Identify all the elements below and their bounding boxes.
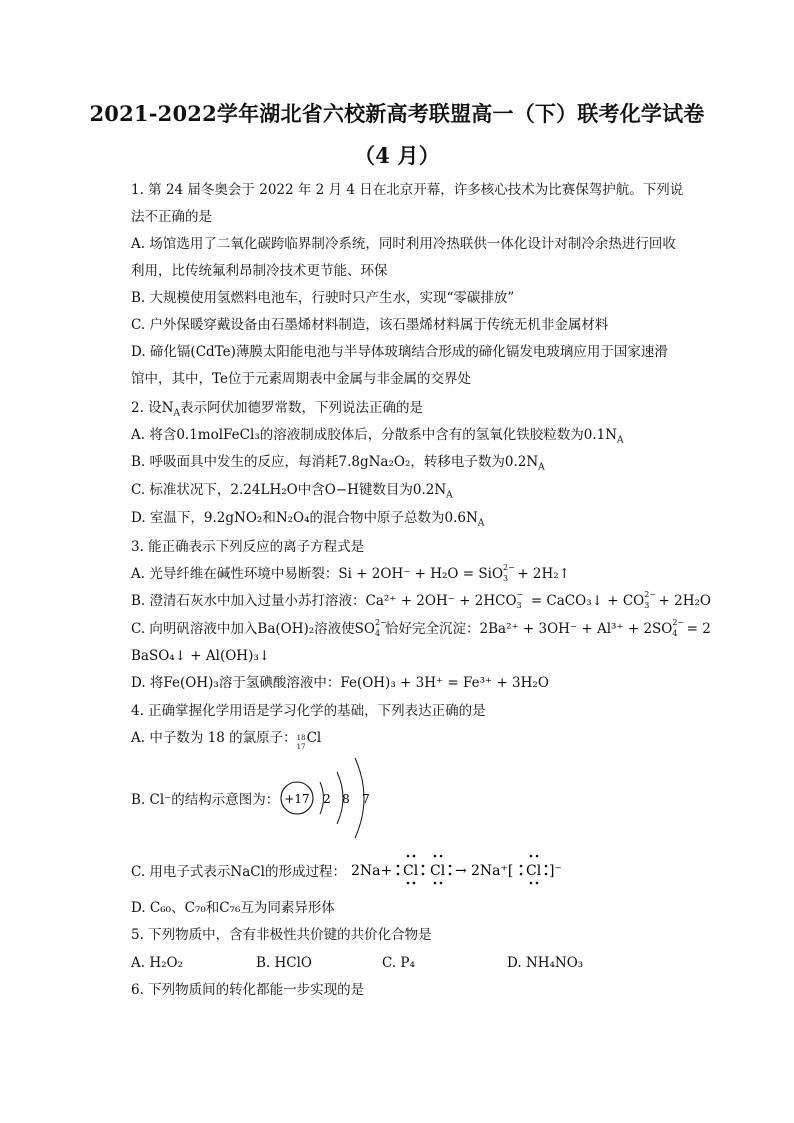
q2-option-a-text: A. 将含0.1molFeCl₃的溶液制成胶体后，分散系中含有的氢氧化铁胶粒数为0.1N	[131, 427, 618, 443]
svg-text:Cl: Cl	[526, 863, 542, 879]
q3-option-c-sub: 4	[375, 628, 381, 638]
q2-option-c-text: C. 标准状况下，2.24LH₂O中含O−H键数目为0.2N	[131, 482, 447, 498]
svg-text:Cl: Cl	[430, 863, 446, 879]
q2-stem-part1: 2. 设N	[131, 400, 174, 416]
q5-option-a: A. H₂O₂	[131, 955, 183, 971]
q4-option-b	[131, 752, 391, 844]
lewis-reactant-na: 2Na+	[351, 863, 393, 879]
q4-option-c-text: C. 用电子式表示NaCl的形成过程：	[131, 864, 346, 880]
q4-option-c	[131, 848, 591, 890]
q3-option-b-charge2	[644, 589, 657, 610]
q5-option-c: C. P₄	[382, 955, 415, 971]
q1-option-c: C. 户外保暖穿戴设备由石墨烯材料制造，该石墨烯材料属于传统无机非金属材料	[131, 317, 609, 333]
q1-option-a-line2: 利用，比传统氟利昂制冷技术更节能、环保	[131, 263, 388, 279]
q1-stem-line1: 1. 第 24 届冬奥会于 2022 年 2 月 4 日在北京开幕，许多核心技术为比赛保驾护航。下列说	[131, 182, 684, 198]
q3-option-b-tail: + 2H₂O	[654, 593, 711, 609]
nacl-formation-lewis	[131, 848, 591, 890]
q1-stem-line2: 法不正确的是	[131, 209, 212, 225]
svg-text:Cl: Cl	[403, 863, 419, 879]
chloride-structure-diagram	[131, 752, 391, 844]
lewis-product-na: 2Na⁺[	[471, 863, 514, 879]
q2-option-d-text: D. 室温下，9.2gNO₂和N₂O₄的混合物中原子总数为0.6N	[131, 510, 478, 526]
lewis-cl-ion	[520, 855, 548, 885]
q3-option-a-charge	[503, 562, 515, 583]
q4-option-d: D. C₆₀、C₇₀和C₇₆互为同素异形体	[131, 900, 335, 916]
q4-option-a-text: A. 中子数为 18 的氯原子：	[131, 730, 297, 746]
q3-option-a-text: A. 光导纤维在碱性环境中易断裂：Si + 2OH⁻ + H₂O = SiO	[131, 566, 504, 582]
q5-option-b: B. HClO	[256, 955, 312, 971]
lewis-arrow: →	[455, 863, 467, 879]
shell-electrons-1: 2	[323, 792, 331, 806]
q1-option-b: B. 大规模使用氢燃料电池车，行驶时只产生水，实现“零碳排放”	[131, 290, 515, 306]
q3-option-c-charge	[375, 617, 387, 638]
q1-option-a-line1: A. 场馆选用了二氧化碳跨临界制冷系统，同时利用冷热联供一体化设计对制冷余热进行回收	[131, 236, 676, 252]
lewis-bracket-close: ]⁻	[549, 863, 562, 879]
shell-electrons-2: 8	[342, 792, 350, 806]
q3-option-c-sub2: 4	[672, 628, 678, 638]
q3-option-c-text: C. 向明矾溶液中加入Ba(OH)₂溶液使SO	[131, 621, 376, 637]
q3-option-b-sup2: 2−	[644, 589, 657, 599]
q3-option-c-sup: 2−	[375, 617, 387, 627]
q2-option-b-subscript: A	[538, 462, 545, 473]
q3-option-c-charge2	[672, 617, 685, 638]
q3-option-c-line2: BaSO₄↓ + Al(OH)₃↓	[131, 648, 271, 664]
q3-option-a-tail: + 2H₂↑	[513, 566, 571, 582]
q2-stem	[131, 398, 694, 418]
q4-option-a	[131, 728, 694, 751]
q2-option-c-subscript: A	[446, 490, 453, 501]
q2-option-b-text: B. 呼吸面具中发生的反应，每消耗7.8gNa₂O₂，转移电子数为0.2N	[131, 454, 539, 470]
q4-isotope-mass: 18	[296, 733, 306, 742]
q3-option-a-sup: 2−	[503, 562, 515, 572]
exam-title-month: （4 月）	[354, 143, 440, 168]
q2-option-c	[131, 480, 694, 500]
q3-option-c-sup2: 2−	[672, 617, 685, 627]
q2-option-d-subscript: A	[477, 518, 485, 529]
nucleus-charge: +17	[284, 792, 310, 806]
q1-option-d-line2: 馆中，其中，Te位于元素周期表中金属与非金属的交界处	[131, 371, 471, 387]
q3-option-b-mid: = CaCO₃↓ + CO	[526, 593, 645, 609]
q3-option-b-sup: −	[516, 589, 524, 599]
q3-option-d: D. 将Fe(OH)₃溶于氢碘酸溶液中：Fe(OH)₃ + 3H⁺ = Fe³⁺ + 3H₂O	[131, 675, 549, 691]
q3-option-a-sub: 3	[503, 573, 509, 583]
lewis-cl-atom-2	[430, 855, 451, 885]
q4-stem: 4. 正确掌握化学用语是学习化学的基础，下列表达正确的是	[131, 703, 486, 719]
q1-option-d-line1: D. 碲化镉(CdTe)薄膜太阳能电池与半导体玻璃结合形成的碲化镉发电玻璃应用于国家速滑	[131, 344, 668, 360]
q2-option-d	[131, 508, 694, 528]
q4-isotope-number: 17	[296, 742, 306, 751]
q3-option-c-tail: = 2	[682, 621, 711, 637]
q3-option-a	[131, 564, 694, 584]
q2-stem-subscript: A	[173, 408, 180, 419]
q4-isotope-notation	[296, 731, 307, 751]
q2-option-b	[131, 452, 694, 472]
q5-option-d: D. NH₄NO₃	[507, 955, 584, 971]
q3-option-c	[131, 617, 711, 639]
q3-option-b-sub: 3	[516, 600, 522, 610]
q3-option-b	[131, 589, 711, 611]
q5-stem: 5. 下列物质中，含有非极性共价键的共价化合物是	[131, 927, 432, 943]
q6-stem: 6. 下列物质间的转化都能一步实现的是	[131, 982, 365, 998]
q3-stem: 3. 能正确表示下列反应的离子方程式是	[131, 539, 365, 555]
q4-isotope-symbol: Cl	[306, 730, 322, 746]
q3-option-b-text: B. 澄清石灰水中加入过量小苏打溶液：Ca²⁺ + 2OH⁻ + 2HCO	[131, 593, 517, 609]
exam-title: 2021-2022学年湖北省六校新高考联盟高一（下）联考化学试卷	[89, 101, 705, 126]
lewis-cl-atom-1	[397, 855, 425, 885]
shell-electrons-3: 7	[362, 792, 370, 806]
q2-option-a	[131, 425, 694, 445]
q3-option-b-charge	[516, 589, 527, 610]
q3-option-c-mid: 恰好完全沉淀：2Ba²⁺ + 3OH⁻ + Al³⁺ + 2SO	[385, 621, 673, 637]
q4-option-b-text: B. Cl⁻的结构示意图为：	[131, 792, 280, 808]
q2-stem-part2: 表示阿伏加德罗常数，下列说法正确的是	[179, 400, 423, 416]
q2-option-a-subscript: A	[617, 435, 624, 446]
q3-option-b-sub2: 3	[644, 600, 650, 610]
